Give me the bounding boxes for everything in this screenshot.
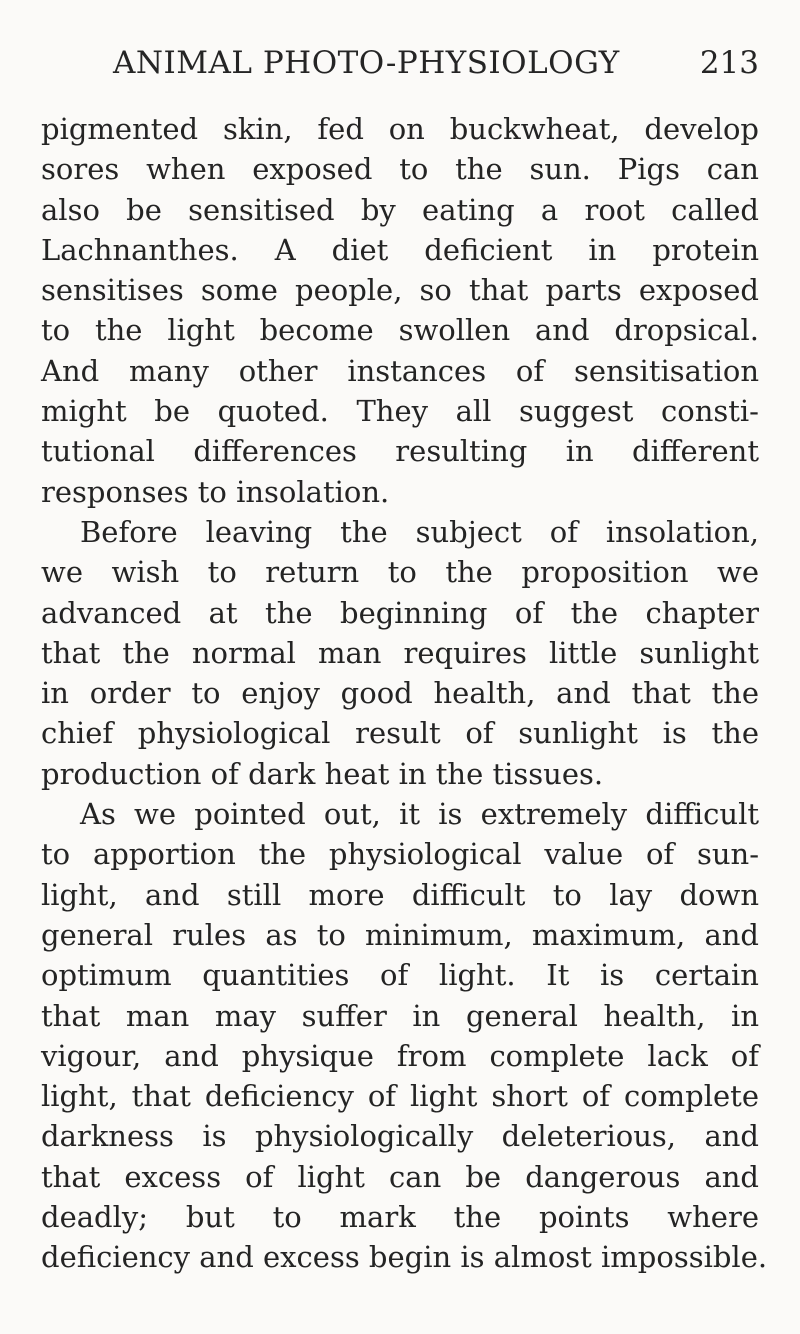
text-line: that the normal man requires little sunlight <box>41 635 759 670</box>
text-line: Before leaving the subject of insolation, <box>80 514 759 549</box>
text-line: responses to insolation. <box>41 474 390 509</box>
text-line: to apportion the physiological value of sun- <box>41 837 759 872</box>
text-line: might be quoted. They all suggest consti- <box>41 394 759 429</box>
text-line: vigour, and physique from complete lack of <box>41 1038 759 1073</box>
text-line: pigmented skin, fed on buckwheat, develop <box>41 112 759 146</box>
text-line: that man may suffer in general health, in <box>41 998 759 1033</box>
text-line: chief physiological result of sunlight is the <box>41 716 759 751</box>
text-line: darkness is physiologically deleterious, and <box>41 1119 759 1154</box>
text-line: As we pointed out, it is extremely difficult <box>80 797 759 832</box>
text-line: advanced at the beginning of the chapter <box>41 595 759 630</box>
text-line: light, and still more difficult to lay down <box>41 877 759 912</box>
text-line: sensitises some people, so that parts exposed <box>41 273 759 308</box>
text-line: general rules as to minimum, maximum, and <box>41 917 759 952</box>
running-head: ANIMAL PHOTO-PHYSIOLOGY <box>113 45 620 81</box>
text-line: Lachnanthes. A diet deficient in protein <box>41 232 759 267</box>
text-line: And many other instances of sensitisation <box>41 353 759 388</box>
page-number: 213 <box>699 45 759 81</box>
text-line: we wish to return to the proposition we <box>41 555 759 590</box>
text-line: deficiency and excess begin is almost impossible. <box>41 1240 768 1275</box>
text-line: optimum quantities of light. It is certain <box>41 958 759 993</box>
text-line: tutional differences resulting in different <box>41 434 759 469</box>
page-header <box>75 45 759 101</box>
body-text <box>41 109 768 1278</box>
text-line: in order to enjoy good health, and that the <box>41 676 759 711</box>
text-line: production of dark heat in the tissues. <box>41 756 604 791</box>
text-line: light, that deficiency of light short of complete <box>41 1079 759 1114</box>
text-line: that excess of light can be dangerous and <box>41 1159 759 1194</box>
text-line: deadly; but to mark the points where <box>41 1200 759 1235</box>
text-line: to the light become swollen and dropsical. <box>41 313 759 348</box>
text-line: also be sensitised by eating a root called <box>41 192 759 227</box>
text-line: sores when exposed to the sun. Pigs can <box>41 152 759 187</box>
